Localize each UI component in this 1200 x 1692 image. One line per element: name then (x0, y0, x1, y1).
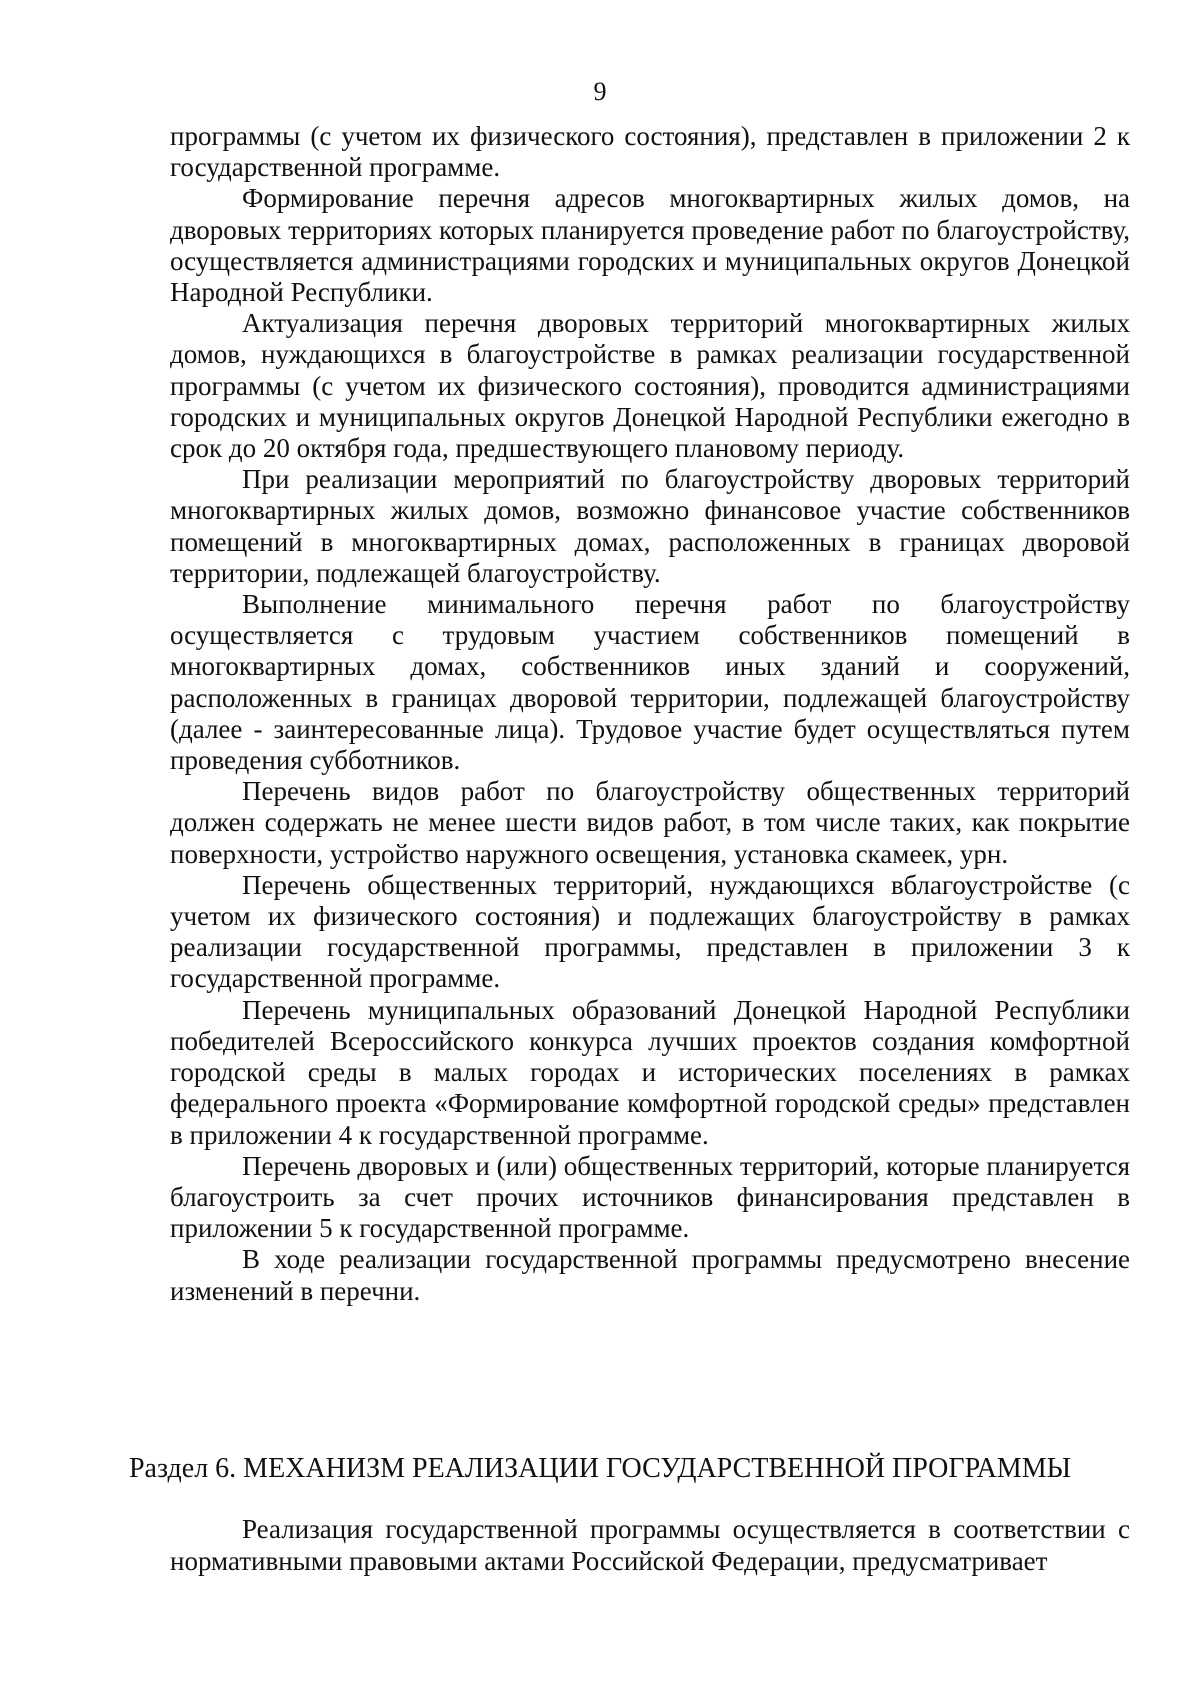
paragraph: Перечень общественных территорий, нуждающихся вблагоустройстве (с учетом их физического состояния) и подлежащих благоустройству в рамках реализации государственной программы, представлен в приложении 3 к государственной программе. (170, 869, 1130, 994)
section-body (170, 1513, 1130, 1577)
paragraph: Перечень муниципальных образований Донецкой Народной Республики победителей Всероссийского конкурса лучших проектов создания комфортной городской среды в малых городах и исторических поселениях в рамках федерального проекта «Формирование комфортной городской среды» представлен в приложении 4 к государственной программе. (170, 994, 1130, 1150)
paragraph: Перечень видов работ по благоустройству общественных территорий должен содержать не менее шести видов работ, в том числе таких, как покрытие поверхности, устройство наружного освещения, установка скамеек, урн. (170, 776, 1130, 869)
paragraph: Выполнение минимального перечня работ по благоустройству осуществляется с трудовым участием собственников помещений в многоквартирных домах, собственников иных зданий и сооружений, расположенных в границах дворовой территории, подлежащей благоустройству (далее - заинтересованные лица). Трудовое участие будет осуществляться путем проведения субботников. (170, 589, 1130, 776)
paragraph: При реализации мероприятий по благоустройству дворовых территорий многоквартирных жилых домов, возможно финансовое участие собственников помещений в многоквартирных домах, расположенных в границах дворовой территории, подлежащей благоустройству. (170, 464, 1130, 588)
paragraph: Актуализация перечня дворовых территорий многоквартирных жилых домов, нуждающихся в благоустройстве в рамках реализации государственной программы (с учетом их физического состояния), проводится администрациями городских и муниципальных округов Донецкой Народной Республики ежегодно в срок до 20 октября года, предшествующего плановому периоду. (170, 308, 1130, 464)
paragraph-continuation: программы (с учетом их физического состояния), представлен в приложении 2 к государственной программе. (170, 121, 1130, 183)
paragraph: Формирование перечня адресов многоквартирных жилых домов, на дворовых территориях которых планируется проведение работ по благоустройству, осуществляется администрациями городских и муниципальных округов Донецкой Народной Республики. (170, 183, 1130, 308)
paragraph: В ходе реализации государственной программы предусмотрено внесение изменений в перечни. (170, 1244, 1130, 1306)
body-text (170, 121, 1130, 1307)
paragraph: Перечень дворовых и (или) общественных территорий, которые планируется благоустроить за счет прочих источников финансирования представлен в приложении 5 к государственной программе. (170, 1150, 1130, 1244)
section-heading: Раздел 6. МЕХАНИЗМ РЕАЛИЗАЦИИ ГОСУДАРСТВЕННОЙ ПРОГРАММЫ (128, 1453, 1072, 1484)
page-number: 9 (593, 77, 607, 106)
section-paragraph: Реализация государственной программы осуществляется в соответствии с нормативными правовыми актами Российской Федерации, предусматривает (170, 1514, 1130, 1576)
